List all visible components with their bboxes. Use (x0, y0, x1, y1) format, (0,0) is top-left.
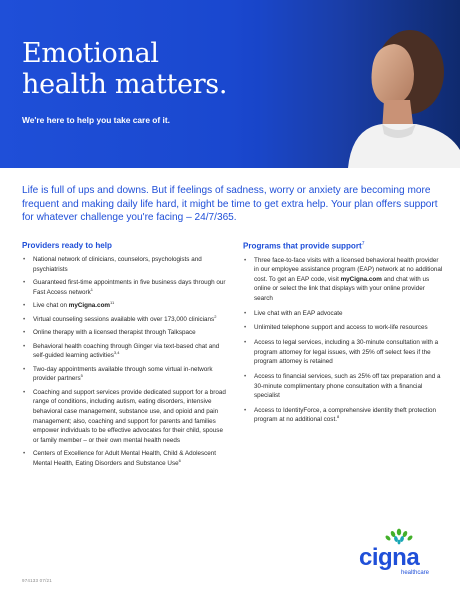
list-item-text: National network of clinicians, counselors, psychologists and psychiatrists (33, 256, 202, 273)
programs-title-text: Programs that provide support (243, 241, 362, 251)
providers-list (22, 255, 227, 468)
list-item (22, 449, 227, 468)
programs-section (243, 241, 443, 430)
list-item-post: and chat with us online or select the link that displays with your online provider search (254, 275, 430, 303)
list-item (22, 315, 227, 325)
list-item-text: Virtual counseling sessions available with over 173,000 clinicians (33, 315, 215, 323)
list-item (22, 255, 227, 274)
hero-title-line2: health matters. (22, 69, 228, 100)
hero-banner (0, 0, 460, 168)
list-item-sup: 3,4 (113, 350, 120, 356)
list-item-sup: 11 (110, 300, 115, 306)
list-item-sup: 8 (336, 414, 340, 420)
list-item (22, 328, 227, 338)
list-item-text: Behavioral health coaching through Ginger via text-based chat and self-guided learning activities (33, 342, 220, 360)
list-item-text: Unlimited telephone support and access to work-life resources (254, 324, 428, 332)
list-item-pre: Live chat on (33, 302, 69, 310)
hero-title (22, 38, 282, 100)
hero-woman-photo (260, 0, 460, 168)
list-item-sup: 1 (90, 286, 93, 292)
document-code: 974133 07/21 (22, 578, 52, 583)
list-item-text: Live chat with an EAP advocate (254, 309, 343, 317)
list-item (243, 323, 443, 333)
list-item (22, 365, 227, 384)
list-item-text: Two-day appointments available through some virtual in-network provider partners (33, 365, 213, 383)
hero-subtitle: We're here to help you take care of it. (22, 115, 170, 125)
list-item (22, 342, 227, 361)
list-item-text: Guaranteed first-time appointments in five business days through our Fast Access network (33, 279, 226, 296)
list-item (243, 372, 443, 401)
list-item-bold[interactable]: myCigna.com (68, 302, 111, 310)
list-item (243, 256, 443, 304)
list-item-text: Access to financial services, such as 25% off tax preparation and a 30-minute complimentary phone consultation with a financial specialist (254, 373, 441, 400)
list-item-sup: 5 (80, 373, 83, 379)
list-item-text: Online therapy with a licensed therapist through Talkspace (33, 329, 196, 337)
list-item (243, 406, 443, 425)
list-item (243, 338, 443, 367)
list-item-sup: 6 (178, 457, 181, 463)
providers-section (22, 241, 227, 472)
cigna-logo-subtitle: healthcare (401, 570, 430, 576)
programs-title (243, 241, 443, 251)
hero-title-line1: Emotional (22, 38, 159, 69)
list-item-pre: Three face-to-face visits with a licensed behavioral health provider in our employee assistance program (EAP) network at no additional cost. To get an EAP code, visit (254, 256, 443, 283)
list-item-bold[interactable]: myCigna.com (340, 275, 382, 283)
list-item-sup: 2 (214, 313, 217, 319)
intro-paragraph: Life is full of ups and downs. But if feelings of sadness, worry or anxiety are becoming more frequent and making daily life hard, it might be time to get extra help. Your plan offers support for whatever challenge you're facing – 24/7/365. (22, 185, 438, 224)
list-item (22, 301, 227, 311)
list-item (243, 309, 443, 319)
list-item-text: Coaching and support services provide dedicated support for a broad range of conditions, including autism, eating disorders, intensive behavioral case management, substance use, and opioid and pain management; also, coaching and support for parents and families empower individuals to be effective advocates for their child, spouse or family member – or their own mental health needs (33, 388, 226, 444)
list-item (22, 278, 227, 297)
list-item-text: Access to IdentityForce, a comprehensive identity theft protection program at no additional cost. (254, 406, 437, 424)
cigna-logo-wordmark: cigna (359, 544, 420, 571)
list-item-text: Access to legal services, including a 30-minute consultation with a program attorney for legal issues, with 25% off select fees if the program attorney is retained (254, 339, 439, 366)
providers-title: Providers ready to help (22, 241, 112, 250)
programs-list (243, 256, 443, 425)
list-item-text: Centers of Excellence for Adult Mental Health, Child & Adolescent Mental Health, Eating Disorders and Substance Use (33, 450, 217, 467)
programs-title-sup: 7 (361, 241, 365, 247)
list-item (22, 388, 227, 446)
